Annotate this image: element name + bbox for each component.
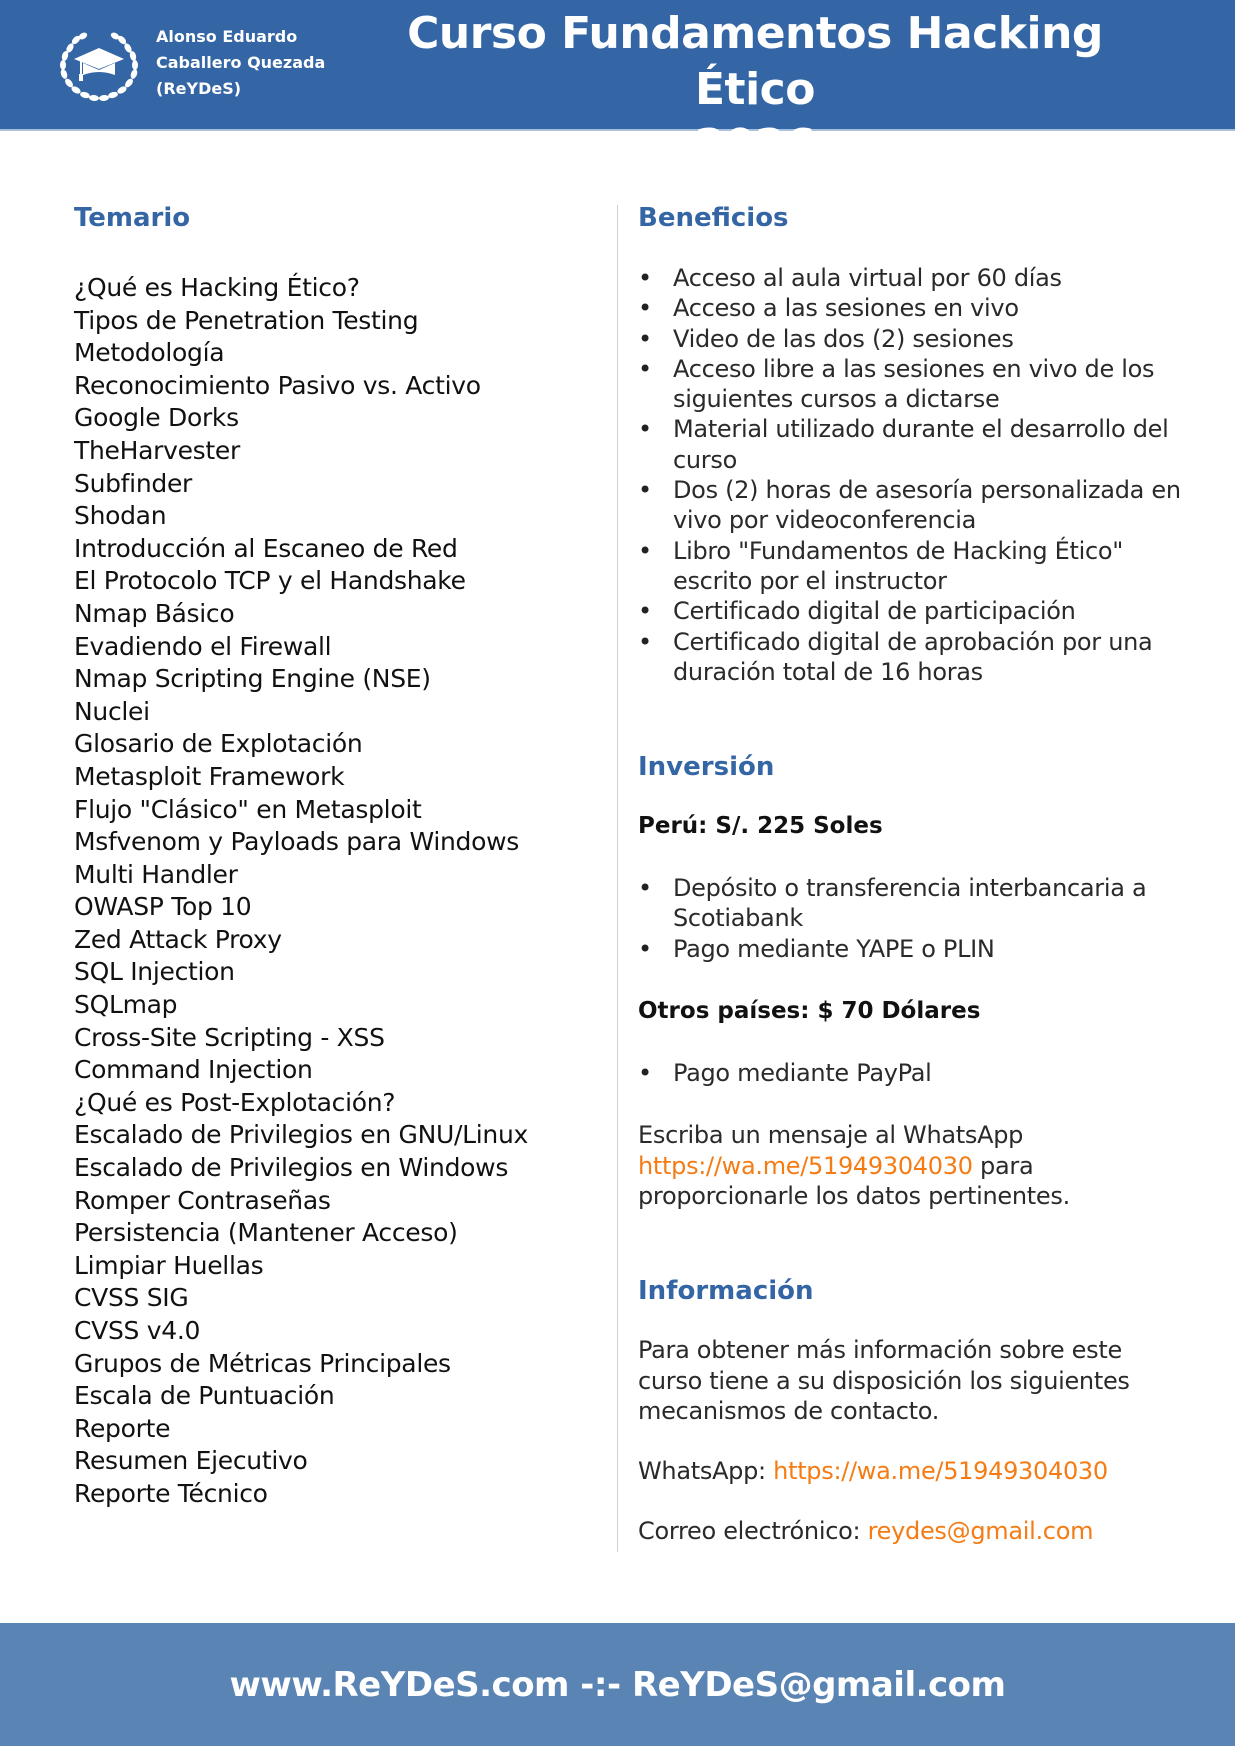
bullet-icon: • bbox=[638, 1059, 652, 1088]
graduation-cap-laurel-icon bbox=[56, 22, 142, 104]
beneficios-heading: Beneficios bbox=[638, 203, 789, 233]
column-divider bbox=[617, 205, 618, 1552]
temario-item: Msfvenom y Payloads para Windows bbox=[74, 827, 519, 857]
email-link[interactable]: reydes@gmail.com bbox=[867, 1517, 1094, 1546]
email-label: Correo electrónico: bbox=[638, 1517, 868, 1546]
temario-item: Escala de Puntuación bbox=[74, 1381, 335, 1411]
temario-item: Romper Contraseñas bbox=[74, 1185, 331, 1215]
email-contact bbox=[638, 1516, 1183, 1546]
payment-method-item-text: Pago mediante PayPal bbox=[673, 1059, 932, 1088]
beneficio-item-text: Certificado digital de participación bbox=[673, 597, 1076, 626]
bullet-icon: • bbox=[638, 476, 652, 505]
temario-item: Reporte Técnico bbox=[74, 1478, 268, 1508]
temario-item: Resumen Ejecutivo bbox=[74, 1446, 308, 1476]
beneficio-item bbox=[638, 596, 1183, 626]
whatsapp-label: WhatsApp: bbox=[638, 1457, 774, 1486]
temario-item: TheHarvester bbox=[74, 435, 240, 465]
payment-method-item bbox=[638, 934, 1183, 964]
bullet-icon: • bbox=[638, 294, 652, 323]
bullet-icon: • bbox=[638, 627, 652, 656]
bullet-icon: • bbox=[638, 324, 652, 353]
informacion-heading: Información bbox=[638, 1276, 814, 1307]
title-year: 2026 bbox=[694, 120, 816, 171]
beneficio-item-text: Libro "Fundamentos de Hacking Ético" escrito por el instructor bbox=[673, 536, 1123, 595]
beneficio-item-text: Acceso al aula virtual por 60 días bbox=[673, 264, 1062, 292]
temario-item: CVSS SIG bbox=[74, 1283, 189, 1313]
message-before: Escriba un mensaje al WhatsApp bbox=[638, 1121, 1024, 1150]
beneficios-list bbox=[638, 263, 1183, 687]
other-payment-methods bbox=[638, 1058, 1183, 1088]
temario-item: Persistencia (Mantener Acceso) bbox=[74, 1218, 458, 1248]
whatsapp-contact bbox=[638, 1456, 1183, 1486]
peru-payment-methods bbox=[638, 873, 1183, 964]
temario-item: Tipos de Penetration Testing bbox=[74, 305, 419, 335]
temario-item: Metasploit Framework bbox=[74, 761, 345, 791]
beneficio-item bbox=[638, 536, 1183, 597]
inversion-heading: Inversión bbox=[638, 752, 775, 783]
temario-item: Command Injection bbox=[74, 1055, 313, 1085]
temario-section bbox=[74, 200, 594, 1511]
temario-item: Google Dorks bbox=[74, 403, 239, 433]
informacion-intro: Para obtener más información sobre este curso tiene a su disposición los siguientes mecanismos de contacto. bbox=[638, 1336, 1130, 1425]
temario-item: ¿Qué es Post-Explotación? bbox=[74, 1087, 396, 1117]
header-banner bbox=[0, 0, 1235, 171]
beneficio-item bbox=[638, 414, 1183, 475]
temario-item: Zed Attack Proxy bbox=[74, 924, 282, 954]
beneficios-section bbox=[638, 200, 1183, 687]
message-after: para proporcionarle los datos pertinentes. bbox=[638, 1151, 1070, 1210]
author-line: Caballero Quezada bbox=[156, 53, 326, 72]
bullet-icon: • bbox=[638, 597, 652, 626]
temario-item: Metodología bbox=[74, 338, 225, 368]
beneficio-item-text: Certificado digital de aprobación por una duración total de 16 horas bbox=[673, 627, 1153, 686]
temario-item: Escalado de Privilegios en GNU/Linux bbox=[74, 1120, 528, 1150]
beneficio-item bbox=[638, 354, 1183, 415]
temario-item: Subfinder bbox=[74, 468, 193, 498]
beneficio-item bbox=[638, 293, 1183, 323]
temario-item: Grupos de Métricas Principales bbox=[74, 1348, 451, 1378]
footer-contact-text: www.ReYDeS.com -:- ReYDeS@gmail.com bbox=[229, 1664, 1006, 1705]
author-line: Alonso Eduardo bbox=[156, 27, 298, 46]
beneficio-item bbox=[638, 324, 1183, 354]
bullet-icon: • bbox=[638, 264, 652, 292]
whatsapp-link[interactable]: https://wa.me/51949304030 bbox=[638, 1151, 973, 1180]
author-line: (ReYDeS) bbox=[156, 79, 242, 98]
temario-item: CVSS v4.0 bbox=[74, 1316, 201, 1345]
beneficio-item-text: Dos (2) horas de asesoría personalizada en vivo por videoconferencia bbox=[673, 476, 1181, 535]
payment-method-item-text: Pago mediante YAPE o PLIN bbox=[673, 934, 995, 963]
bullet-icon: • bbox=[638, 874, 652, 903]
author-name bbox=[156, 24, 325, 102]
temario-item: El Protocolo TCP y el Handshake bbox=[74, 566, 466, 596]
whatsapp-message bbox=[638, 1120, 1183, 1211]
beneficio-item-text: Acceso a las sesiones en vivo bbox=[673, 294, 1019, 323]
payment-method-item bbox=[638, 873, 1183, 934]
temario-item: Multi Handler bbox=[74, 859, 238, 889]
page-title bbox=[340, 6, 1170, 174]
bullet-icon: • bbox=[638, 415, 652, 444]
beneficio-item-text: Material utilizado durante el desarrollo del curso bbox=[673, 415, 1169, 474]
other-countries-price: Otros países: $ 70 Dólares bbox=[638, 998, 981, 1025]
temario-item: Cross-Site Scripting - XSS bbox=[74, 1022, 385, 1052]
temario-list bbox=[74, 272, 594, 1511]
whatsapp-contact-link[interactable]: https://wa.me/51949304030 bbox=[773, 1457, 1108, 1486]
beneficio-item-text: Acceso libre a las sesiones en vivo de los siguientes cursos a dictarse bbox=[673, 354, 1155, 414]
temario-item: Evadiendo el Firewall bbox=[74, 631, 332, 661]
beneficio-item bbox=[638, 627, 1183, 688]
right-column bbox=[638, 200, 1183, 1547]
temario-heading: Temario bbox=[74, 203, 191, 233]
temario-item: Shodan bbox=[74, 501, 167, 531]
temario-item: Escalado de Privilegios en Windows bbox=[74, 1153, 509, 1183]
informacion-section bbox=[638, 1273, 1183, 1546]
temario-item: Flujo "Clásico" en Metasploit bbox=[74, 794, 422, 824]
temario-item: SQL Injection bbox=[74, 957, 235, 987]
payment-method-item-text: Depósito o transferencia interbancaria a Scotiabank bbox=[673, 874, 1147, 933]
payment-method-item bbox=[638, 1058, 1183, 1088]
beneficio-item bbox=[638, 475, 1183, 536]
temario-item: Glosario de Explotación bbox=[74, 729, 363, 759]
beneficio-item bbox=[638, 263, 1183, 293]
bullet-icon: • bbox=[638, 354, 652, 383]
temario-item: Nmap Básico bbox=[74, 598, 235, 628]
temario-item: Limpiar Huellas bbox=[74, 1250, 264, 1280]
peru-price: Perú: S/. 225 Soles bbox=[638, 813, 883, 840]
temario-item: Reporte bbox=[74, 1413, 171, 1443]
temario-item: SQLmap bbox=[74, 990, 178, 1020]
footer-banner bbox=[0, 1623, 1235, 1746]
bullet-icon: • bbox=[638, 934, 652, 963]
title-line: Curso Fundamentos Hacking Ético bbox=[407, 8, 1103, 115]
temario-item: OWASP Top 10 bbox=[74, 892, 252, 922]
beneficio-item-text: Video de las dos (2) sesiones bbox=[673, 324, 1014, 353]
temario-item: ¿Qué es Hacking Ético? bbox=[74, 273, 360, 302]
temario-item: Reconocimiento Pasivo vs. Activo bbox=[74, 370, 481, 400]
temario-item: Nuclei bbox=[74, 696, 150, 726]
bullet-icon: • bbox=[638, 536, 652, 565]
inversion-section bbox=[638, 749, 1183, 1211]
temario-item: Nmap Scripting Engine (NSE) bbox=[74, 664, 431, 694]
temario-item: Introducción al Escaneo de Red bbox=[74, 533, 458, 563]
